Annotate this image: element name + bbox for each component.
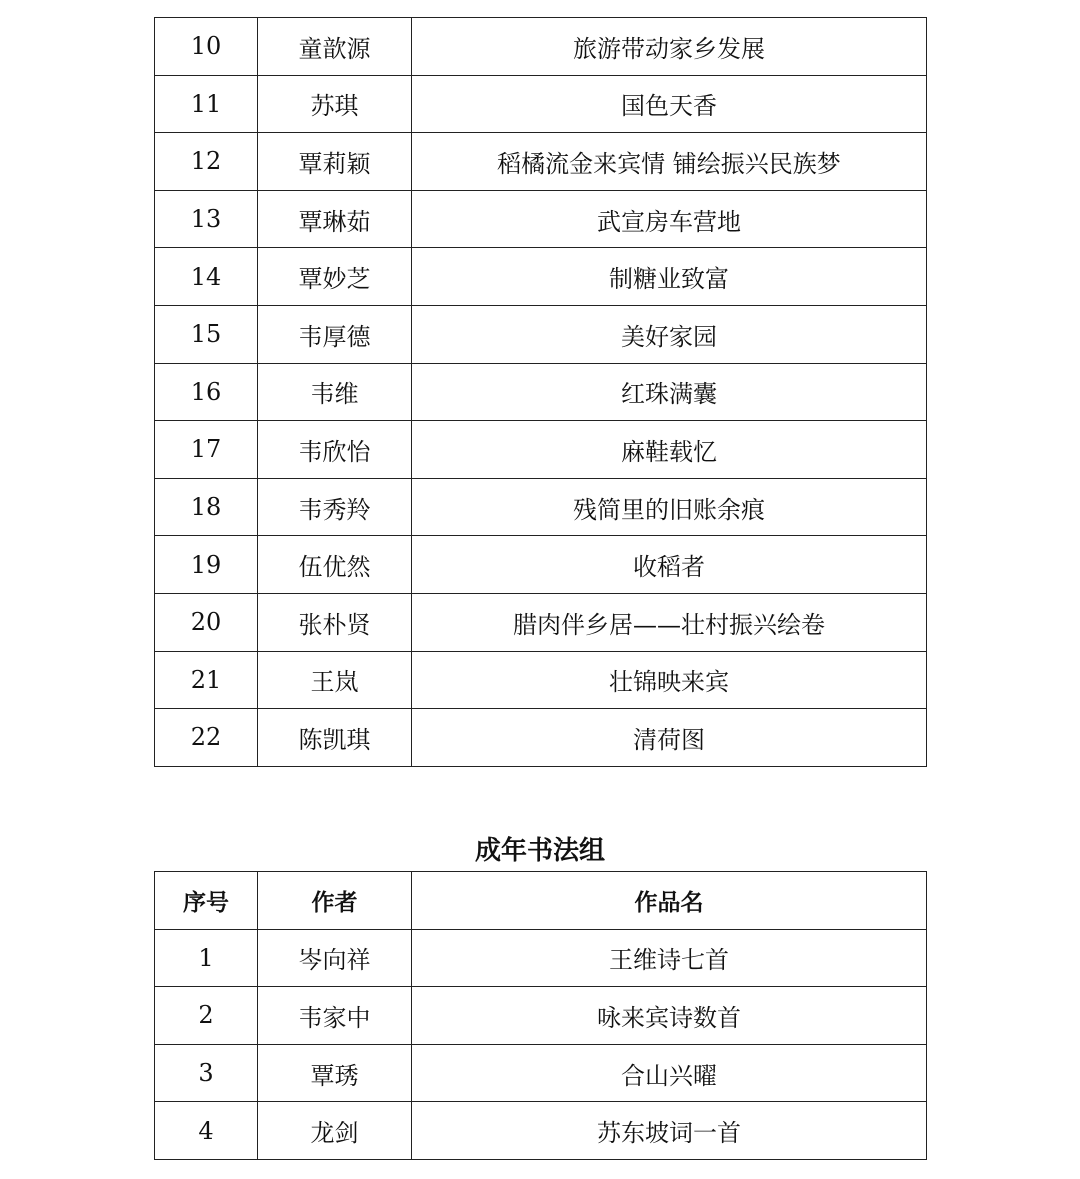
row-number: 1 (155, 929, 258, 987)
row-number: 4 (155, 1102, 258, 1160)
calligraphy-table (154, 871, 927, 1160)
row-number: 18 (155, 478, 258, 536)
author-name: 覃琇 (258, 1044, 412, 1102)
table-row (155, 1044, 927, 1102)
work-title: 壮锦映来宾 (412, 651, 927, 709)
work-title: 清荷图 (412, 709, 927, 767)
author-name: 龙剑 (258, 1102, 412, 1160)
author-name: 苏琪 (258, 75, 412, 133)
table-row (155, 133, 927, 191)
table-row (155, 421, 927, 479)
work-title: 旅游带动家乡发展 (412, 18, 927, 76)
work-title: 麻鞋载忆 (412, 421, 927, 479)
work-title: 制糖业致富 (412, 248, 927, 306)
table-row (155, 593, 927, 651)
header-author: 作者 (258, 872, 412, 930)
entries-table-continued (154, 17, 927, 767)
author-name: 韦维 (258, 363, 412, 421)
author-name: 陈凯琪 (258, 709, 412, 767)
author-name: 韦秀羚 (258, 478, 412, 536)
author-name: 覃妙芝 (258, 248, 412, 306)
author-name: 覃莉颖 (258, 133, 412, 191)
table-row (155, 709, 927, 767)
work-title: 腊肉伴乡居——壮村振兴绘卷 (412, 593, 927, 651)
section-title: 成年书法组 (474, 836, 605, 866)
row-number: 20 (155, 593, 258, 651)
table-row (155, 248, 927, 306)
table-row (155, 651, 927, 709)
table-row (155, 1102, 927, 1160)
author-name: 覃琳茹 (258, 190, 412, 248)
table-row (155, 363, 927, 421)
table-row (155, 929, 927, 987)
header-title: 作品名 (412, 872, 927, 930)
author-name: 张朴贤 (258, 593, 412, 651)
table-row (155, 305, 927, 363)
row-number: 2 (155, 987, 258, 1045)
row-number: 22 (155, 709, 258, 767)
row-number: 19 (155, 536, 258, 594)
author-name: 王岚 (258, 651, 412, 709)
author-name: 岑向祥 (258, 929, 412, 987)
row-number: 11 (155, 75, 258, 133)
work-title: 残简里的旧账余痕 (412, 478, 927, 536)
author-name: 韦家中 (258, 987, 412, 1045)
row-number: 12 (155, 133, 258, 191)
header-row (155, 872, 927, 930)
work-title: 稻橘流金来宾情 铺绘振兴民族梦 (412, 133, 927, 191)
row-number: 21 (155, 651, 258, 709)
work-title: 红珠满囊 (412, 363, 927, 421)
table-row (155, 478, 927, 536)
row-number: 16 (155, 363, 258, 421)
work-title: 咏来宾诗数首 (412, 987, 927, 1045)
row-number: 13 (155, 190, 258, 248)
row-number: 14 (155, 248, 258, 306)
work-title: 苏东坡词一首 (412, 1102, 927, 1160)
calligraphy-table-body (155, 929, 927, 1159)
row-number: 17 (155, 421, 258, 479)
author-name: 伍优然 (258, 536, 412, 594)
row-number: 3 (155, 1044, 258, 1102)
work-title: 武宣房车营地 (412, 190, 927, 248)
author-name: 童歆源 (258, 18, 412, 76)
table-row (155, 18, 927, 76)
table-header (155, 872, 927, 930)
table-row (155, 190, 927, 248)
table-row (155, 75, 927, 133)
author-name: 韦厚德 (258, 305, 412, 363)
entries-table-body (155, 18, 927, 767)
work-title: 合山兴曜 (412, 1044, 927, 1102)
author-name: 韦欣怡 (258, 421, 412, 479)
work-title: 王维诗七首 (412, 929, 927, 987)
row-number: 15 (155, 305, 258, 363)
table-row (155, 536, 927, 594)
row-number: 10 (155, 18, 258, 76)
header-number: 序号 (155, 872, 258, 930)
work-title: 美好家园 (412, 305, 927, 363)
table-row (155, 987, 927, 1045)
work-title: 收稻者 (412, 536, 927, 594)
work-title: 国色天香 (412, 75, 927, 133)
